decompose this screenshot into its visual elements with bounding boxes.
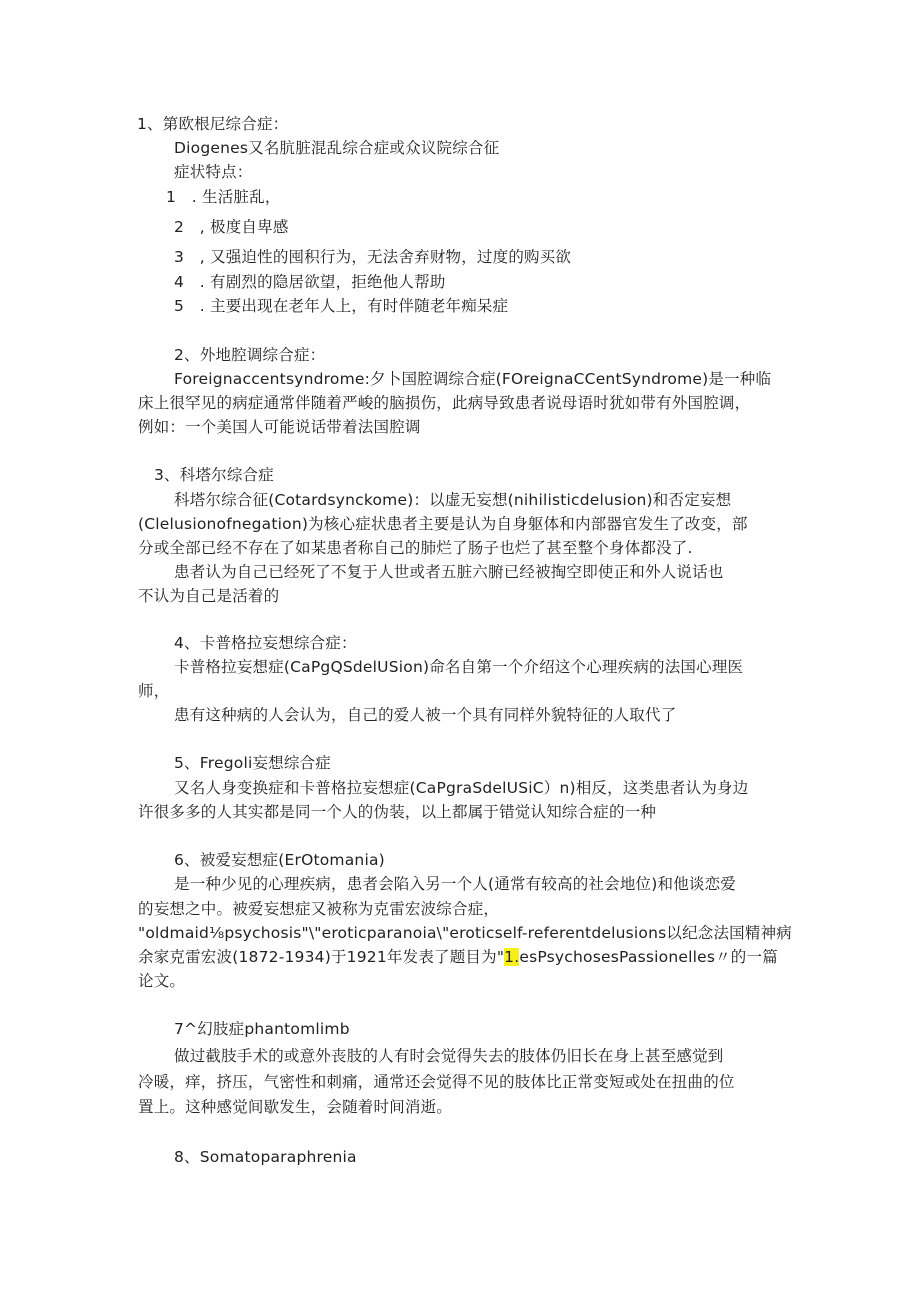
section-1-heading: 1、第欧根尼综合症： <box>137 115 289 133</box>
section-7-paragraph-line: 做过截肢手术的或意外丧肢的人有时会觉得失去的肢体仍旧长在身上甚至感觉到 <box>174 1047 724 1065</box>
section-3-paragraph-line: 科塔尔综合征(Cotardsynckome)：以虚无妄想(nihilisticdelusion)和否定妄想 <box>174 491 732 509</box>
section-5-heading: 5、Fregoli妄想综合症 <box>174 754 331 772</box>
section-5-paragraph-line: 许很多多的人其实都是同一个人的伪装，以上都属于错觉认知综合症的一种 <box>138 803 657 821</box>
section-6-paragraph-line: 论文。 <box>138 972 186 990</box>
section-7-paragraph-line: 置上。这种感觉间歇发生，会随着时间消逝。 <box>138 1098 453 1116</box>
section-8-heading: 8、Somatoparaphrenia <box>174 1148 357 1166</box>
section-7-heading: 7^幻肢症phantomlimb <box>174 1020 350 1038</box>
section-7-paragraph-line: 冷暖，痒，挤压，气密性和刺痛，通常还会觉得不见的肢体比正常变短或处在扭曲的位 <box>138 1073 735 1091</box>
section-3-paragraph-line: (Clelusionofnegation)为核心症状患者主要是认为自身躯体和内部器官发生了改变，部 <box>138 515 748 533</box>
section-6-paragraph-line: "oldmaid⅛psychosis"\"eroticparanoia\"eroticself-referentdelusions以纪念法国精神病 <box>138 924 792 942</box>
section-2-paragraph-line: 床上很罕见的病症通常伴随着严峻的脑损伤，此病导致患者说母语时犹如带有外国腔调， <box>138 394 751 412</box>
section-1-item: 4 . 有剧烈的隐居欲望，拒绝他人帮助 <box>174 273 446 291</box>
section-1-item: 2 , 极度自卑感 <box>174 218 289 236</box>
section-1-item: 1 . 生活脏乱， <box>166 188 281 206</box>
section-4-paragraph-line: 卡普格拉妄想症(CaPgQSdelUSion)命名自第一个介绍这个心理疾病的法国心理医 <box>174 658 744 676</box>
section-6-paragraph-line: 的妄想之中。被爱妄想症又被称为克雷宏波综合症， <box>138 900 500 918</box>
citation-title: esPsychosesPassionelles〃的一篇 <box>519 948 778 966</box>
section-6-paragraph-line <box>138 946 778 968</box>
section-4-paragraph-line: 患有这种病的人会认为，自己的爱人被一个具有同样外貌特征的人取代了 <box>174 706 677 724</box>
section-2-heading: 2、外地腔调综合症： <box>174 346 326 364</box>
highlighted-text: 1. <box>504 948 520 966</box>
section-2-paragraph-line: 例如：一个美国人可能说话带着法国腔调 <box>138 418 421 436</box>
section-1-alias: Diogenes又名肮脏混乱综合症或众议院综合征 <box>174 139 500 157</box>
section-6-heading: 6、被爱妄想症(ErOtomania) <box>174 851 385 869</box>
section-3-paragraph-line: 不认为自己是活着的 <box>138 587 280 605</box>
section-1-item: 3 , 又强迫性的囤积行为，无法舍弃财物，过度的购买欲 <box>174 248 572 266</box>
section-5-paragraph-line: 又名人身变换症和卡普格拉妄想症(CaPgraSdelUSiC）n)相反，这类患者认为身边 <box>174 779 749 797</box>
section-4-heading: 4、卡普格拉妄想综合症： <box>174 634 357 652</box>
section-3-paragraph-line: 患者认为自己已经死了不复于人世或者五脏六腑已经被掏空即使正和外人说话也 <box>174 563 724 581</box>
section-1-item: 5 . 主要出现在老年人上，有时伴随老年痴呆症 <box>174 297 509 315</box>
section-1-features-label: 症状特点： <box>174 163 253 181</box>
section-3-heading: 3、科塔尔综合症 <box>154 466 274 484</box>
section-2-paragraph-line: Foreignaccentsyndrome:夕卜国腔调综合症(FOreignaCCentSyndrome)是一种临 <box>174 370 772 388</box>
section-3-paragraph-line: 分或全部已经不存在了如某患者称自己的肺烂了肠子也烂了甚至整个身体都没了. <box>138 539 693 557</box>
section-4-paragraph-line: 师， <box>138 682 170 700</box>
section-6-paragraph-line: 是一种少见的心理疾病，患者会陷入另一个人(通常有较高的社会地位)和他谈恋爱 <box>174 875 736 893</box>
citation-text: 余家克雷宏波(1872-1934)于1921年发表了题目为" <box>138 948 505 966</box>
